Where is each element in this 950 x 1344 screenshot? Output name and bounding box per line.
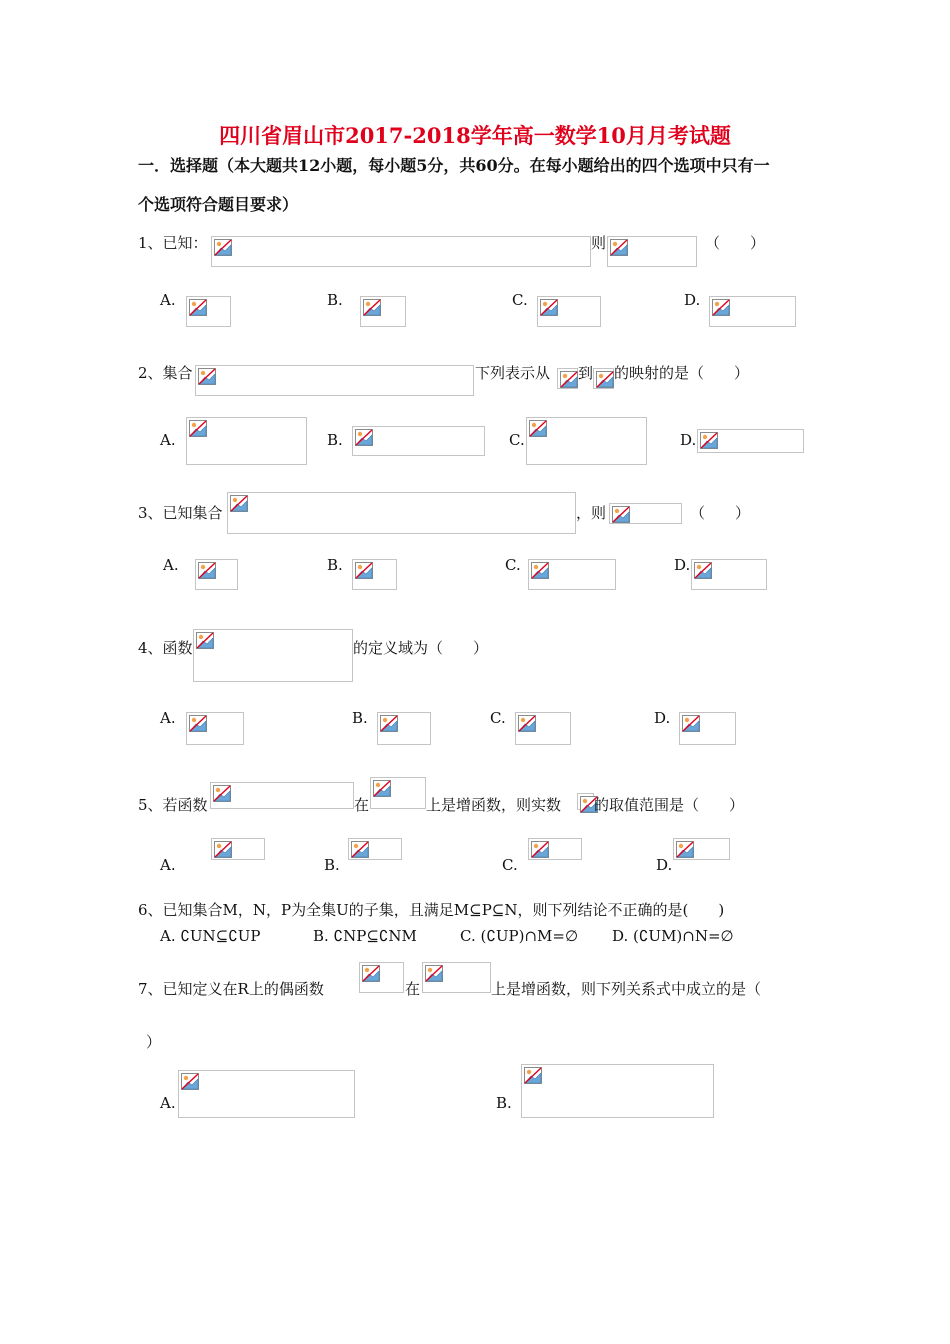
section-heading-cont: 个选项符合题目要求） — [138, 195, 299, 214]
formula-image — [593, 368, 614, 389]
broken-image-icon — [700, 432, 718, 449]
section-heading: 一．选择题（本大题共12小题，每小题5分，共60分。在每小题给出的四个选项中只有一 — [138, 156, 770, 175]
option-c-label: C. — [509, 431, 525, 449]
broken-image-icon — [560, 371, 578, 388]
option-d-label: D. — [654, 709, 671, 727]
formula-image — [537, 296, 601, 327]
option-d-label: D. — [684, 291, 701, 309]
broken-image-icon — [676, 841, 694, 858]
formula-image — [186, 296, 231, 327]
option-a-label: A. — [160, 431, 176, 449]
question-7-suffix: 上是增函数，则下列关系式中成立的是（ — [491, 980, 762, 998]
formula-image — [515, 712, 571, 745]
broken-image-icon — [380, 715, 398, 732]
broken-image-icon — [531, 841, 549, 858]
formula-image — [709, 296, 796, 327]
question-1-answer-paren: （ ） — [705, 234, 766, 252]
formula-image — [528, 559, 616, 590]
broken-image-icon — [682, 715, 700, 732]
question-1-prefix: 1、已知： — [138, 234, 208, 252]
formula-image — [348, 838, 402, 860]
broken-image-icon — [425, 965, 443, 982]
broken-image-icon — [351, 841, 369, 858]
formula-image — [211, 838, 265, 860]
option-d-label: D. — [680, 431, 697, 449]
question-2-mid2: 到 — [578, 364, 594, 382]
broken-image-icon — [214, 239, 232, 256]
formula-image — [360, 296, 406, 327]
broken-image-icon — [529, 420, 547, 437]
question-4-suffix: 的定义域为（ ） — [353, 639, 489, 657]
formula-image — [178, 1070, 355, 1118]
option-c-label: C. — [490, 709, 506, 727]
option-b-label: B. — [496, 1094, 512, 1112]
formula-image — [211, 236, 591, 267]
formula-image — [521, 1064, 714, 1118]
option-a-label: A. — [160, 709, 176, 727]
broken-image-icon — [355, 429, 373, 446]
formula-image — [210, 782, 354, 809]
formula-image — [673, 838, 730, 860]
question-6-text: 6、已知集合M，N，P为全集U的子集，且满足M⊆P⊆N，则下列结论不正确的是( ) — [138, 901, 725, 919]
formula-image — [370, 777, 426, 809]
broken-image-icon — [363, 299, 381, 316]
question-5-mid1: 在 — [354, 796, 370, 814]
question-3-mid: ，则 — [576, 504, 607, 522]
option-b-label: B. — [324, 856, 340, 874]
broken-image-icon — [230, 495, 248, 512]
question-3-answer-paren: （ ） — [690, 504, 751, 522]
question-2-mid1: 下列表示从 — [475, 364, 551, 382]
option-a: A. ∁UN⊆∁UP — [160, 927, 261, 945]
question-1-mid: 则 — [591, 234, 607, 252]
formula-image — [377, 712, 431, 745]
formula-image — [352, 426, 485, 456]
question-3-prefix: 3、已知集合 — [138, 504, 223, 522]
option-a-label: A. — [160, 856, 176, 874]
question-7-cont: ） — [146, 1033, 162, 1051]
formula-image — [526, 417, 647, 465]
formula-image — [359, 962, 404, 993]
question-5-mid2: 上是增函数，则实数 — [426, 796, 562, 814]
broken-image-icon — [610, 239, 628, 256]
formula-image — [607, 236, 697, 267]
option-d-label: D. — [656, 856, 673, 874]
question-7-mid: 在 — [405, 980, 421, 998]
formula-image — [422, 962, 491, 993]
broken-image-icon — [531, 562, 549, 579]
broken-image-icon — [373, 780, 391, 797]
option-a-label: A. — [160, 1094, 176, 1112]
broken-image-icon — [189, 715, 207, 732]
formula-image — [557, 368, 578, 389]
formula-image — [609, 503, 682, 524]
option-c-label: C. — [505, 556, 521, 574]
broken-image-icon — [612, 506, 630, 523]
option-b-label: B. — [327, 291, 343, 309]
broken-image-icon — [540, 299, 558, 316]
formula-image — [577, 793, 594, 810]
option-b-label: B. — [352, 709, 368, 727]
formula-image — [697, 429, 804, 453]
option-b-label: B. — [327, 556, 343, 574]
question-5-prefix: 5、若函数 — [138, 796, 208, 814]
question-4-prefix: 4、函数 — [138, 639, 193, 657]
broken-image-icon — [518, 715, 536, 732]
question-7-prefix: 7、已知定义在R上的偶函数 — [138, 980, 324, 998]
option-b: B. ∁NP⊆∁NM — [313, 927, 417, 945]
option-c-label: C. — [502, 856, 518, 874]
formula-image — [186, 712, 244, 745]
option-d-label: D. — [674, 556, 691, 574]
broken-image-icon — [198, 562, 216, 579]
question-5-suffix: 的取值范围是（ ） — [594, 796, 745, 814]
formula-image — [528, 838, 582, 860]
question-2-prefix: 2、集合 — [138, 364, 193, 382]
broken-image-icon — [355, 562, 373, 579]
broken-image-icon — [596, 371, 614, 388]
broken-image-icon — [189, 420, 207, 437]
broken-image-icon — [524, 1067, 542, 1084]
question-2-suffix: 的映射的是（ ） — [614, 364, 750, 382]
option-c-label: C. — [512, 291, 528, 309]
option-c: C. (∁UP)∩M=∅ — [460, 927, 579, 945]
formula-image — [691, 559, 767, 590]
broken-image-icon — [213, 785, 231, 802]
option-b-label: B. — [327, 431, 343, 449]
formula-image — [186, 417, 307, 465]
broken-image-icon — [196, 632, 214, 649]
formula-image — [193, 629, 353, 682]
formula-image — [227, 492, 576, 534]
formula-image — [679, 712, 736, 745]
broken-image-icon — [362, 965, 380, 982]
option-a-label: A. — [163, 556, 179, 574]
broken-image-icon — [189, 299, 207, 316]
broken-image-icon — [694, 562, 712, 579]
option-d: D. (∁UM)∩N=∅ — [612, 927, 734, 945]
page-title: 四川省眉山市2017-2018学年高一数学10月月考试题 — [219, 123, 731, 148]
option-a-label: A. — [160, 291, 176, 309]
broken-image-icon — [181, 1073, 199, 1090]
broken-image-icon — [712, 299, 730, 316]
formula-image — [195, 365, 474, 396]
formula-image — [352, 559, 397, 590]
formula-image — [195, 559, 238, 590]
broken-image-icon — [198, 368, 216, 385]
broken-image-icon — [214, 841, 232, 858]
